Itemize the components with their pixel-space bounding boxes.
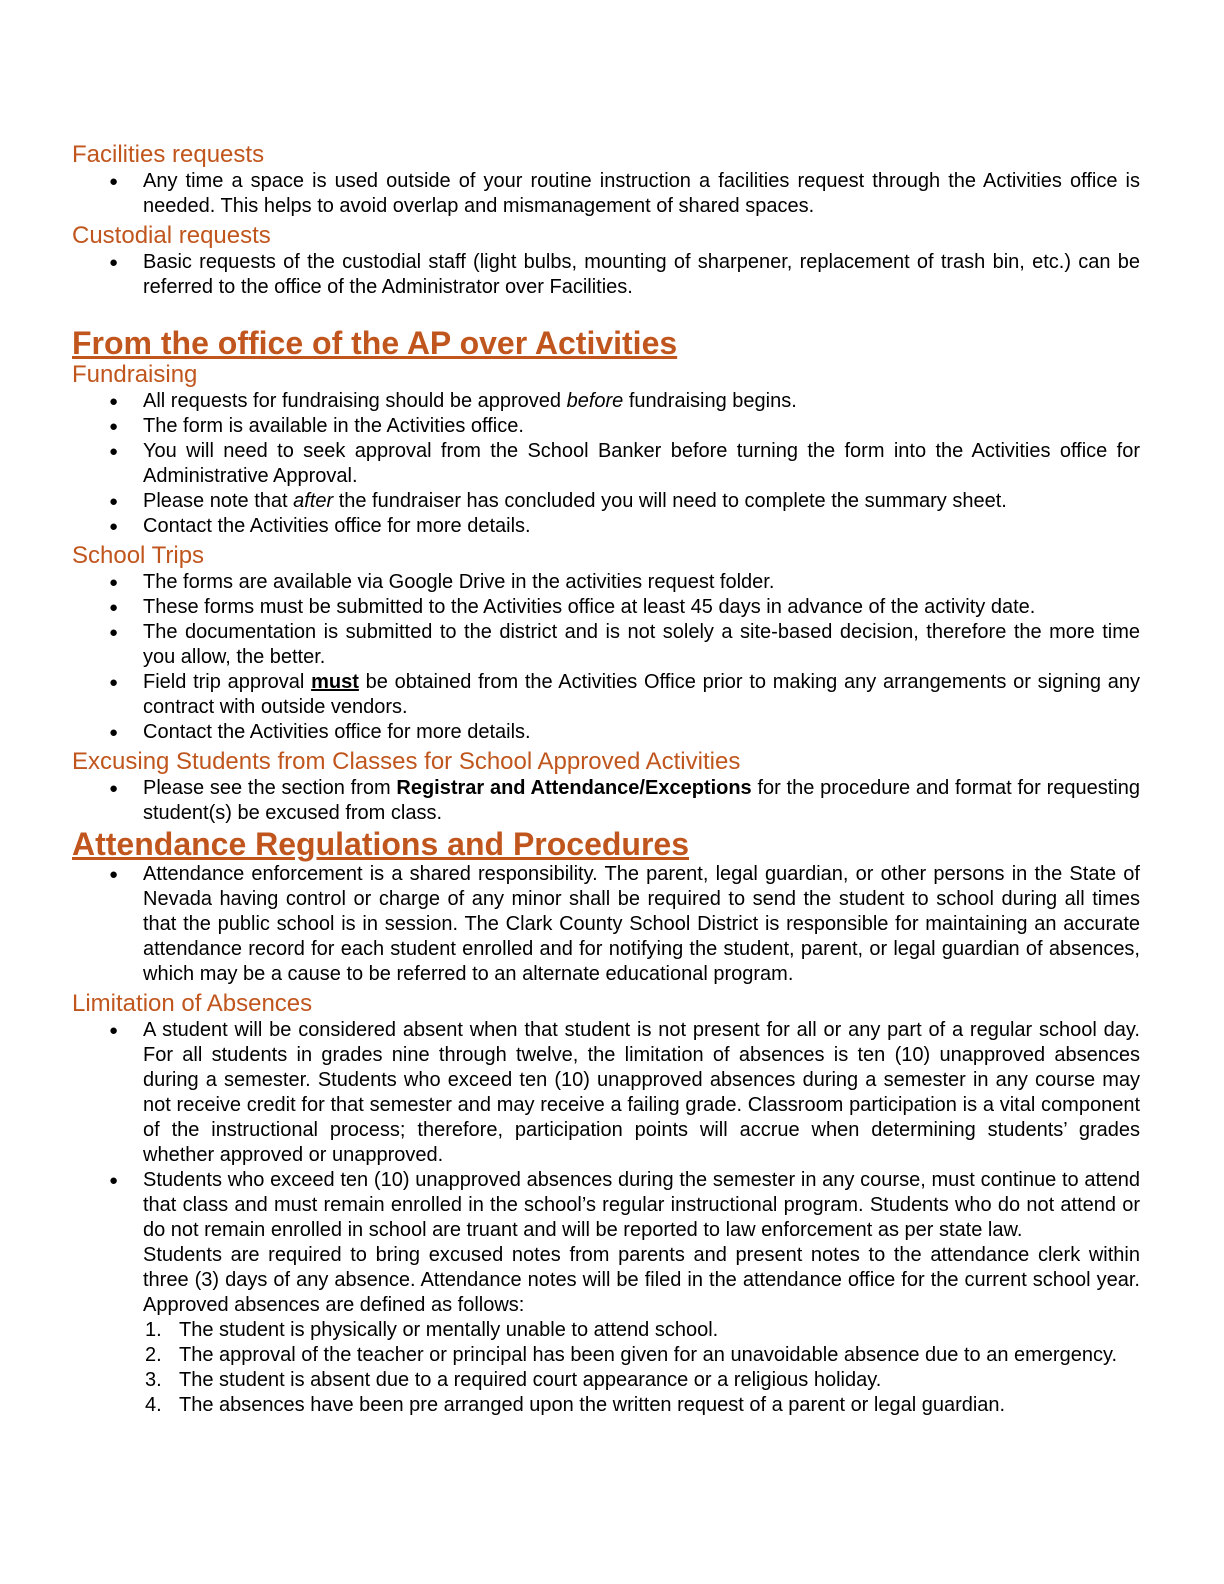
list-item xyxy=(72,776,1140,826)
list-item: ● The forms are available via Google Drive in the activities request folder. xyxy=(72,570,1140,595)
emphasis-text: after xyxy=(293,490,334,512)
strong-text: Registrar and Attendance/Exceptions xyxy=(396,777,752,799)
text-run: The student is physically or mentally unable to attend school. xyxy=(179,1319,719,1341)
list-item xyxy=(72,1168,1140,1318)
text-run: Field trip approval xyxy=(143,671,312,693)
custodial-heading: Custodial requests xyxy=(72,222,271,249)
emphasis-text: before xyxy=(566,390,624,412)
facilities-list xyxy=(72,169,1140,219)
text-run: the fundraiser has concluded you will need to complete the summary sheet. xyxy=(333,490,1007,512)
numbered-item xyxy=(72,1318,1140,1343)
list-item: ● A student will be considered absent when that student is not present for all or any part of a regular school day. For all students in grades nine through twelve, the limitation of absences is ten (10) unapproved absences during a semester. Students who exceed ten (10) unapproved absences during a semester in any course may not receive credit for that semester and may receive a failing grade. Classroom participation is a vital component of the instructional process; therefore, participation points will accrue when determining students’ grades whether approved or unapproved. xyxy=(72,1018,1140,1168)
text-run: fundraising begins. xyxy=(623,390,797,412)
facilities-heading: Facilities requests xyxy=(72,141,265,168)
attendance-heading: Attendance Regulations and Procedures xyxy=(72,826,690,862)
paragraph: ● Students who exceed ten (10) unapproved absences during the semester in any course, must continue to attend that class and must remain enrolled in the school’s regular instructional program. Students who do not attend or do not remain enrolled in school are truant and will be reported to law enforcement as per state law. xyxy=(143,1169,1140,1241)
list-item: ● You will need to seek approval from the School Banker before turning the form into the Activities office for Administrative Approval. xyxy=(72,439,1140,489)
fundraising-list xyxy=(72,389,1140,539)
numbered-item xyxy=(72,1368,1140,1393)
list-item: ● Any time a space is used outside of your routine instruction a facilities request through the Activities office is needed. This helps to avoid overlap and mismanagement of shared spaces. xyxy=(72,169,1140,219)
limitation-list xyxy=(72,1018,1140,1318)
list-item xyxy=(72,670,1140,720)
attendance-list xyxy=(72,862,1140,987)
list-item: ● Attendance enforcement is a shared responsibility. The parent, legal guardian, or other persons in the State of Nevada having control or charge of any minor shall be required to send the student to school during all times that the public school is in session. The Clark County School District is responsible for maintaining an accurate attendance record for each student enrolled and for notifying the student, parent, or legal guardian of absences, which may be a cause to be referred to an alternate educational program. xyxy=(72,862,1140,987)
list-item: ● Contact the Activities office for more details. xyxy=(72,720,1140,745)
limitation-heading: Limitation of Absences xyxy=(72,990,313,1017)
list-item: ● These forms must be submitted to the Activities office at least 45 days in advance of the activity date. xyxy=(72,595,1140,620)
emphasis-text: must xyxy=(311,671,359,693)
text-run: The absences have been pre arranged upon the written request of a parent or legal guardian. xyxy=(179,1394,1006,1416)
list-item: ● Contact the Activities office for more details. xyxy=(72,514,1140,539)
list-number: 2. xyxy=(145,1344,162,1366)
fundraising-heading: Fundraising xyxy=(72,361,198,388)
text-run: The approval of the teacher or principal has been given for an unavoidable absence due to an emergency. xyxy=(179,1344,1118,1366)
activities-office-heading: From the office of the AP over Activities xyxy=(72,325,678,361)
paragraph: Students are required to bring excused notes from parents and present notes to the attendance clerk within three (3) days of any absence. Attendance notes will be filed in the attendance office for the current school year. Approved absences are defined as follows: xyxy=(143,1244,1140,1316)
text-run: The student is absent due to a required court appearance or a religious holiday. xyxy=(179,1369,882,1391)
list-item: ● The documentation is submitted to the district and is not solely a site-based decision, therefore the more time you allow, the better. xyxy=(72,620,1140,670)
list-item xyxy=(72,389,1140,414)
numbered-item xyxy=(72,1343,1140,1368)
custodial-list xyxy=(72,250,1140,300)
list-item: ● The form is available in the Activities office. xyxy=(72,414,1140,439)
excusing-heading: Excusing Students from Classes for School Approved Activities xyxy=(72,748,741,775)
list-number: 4. xyxy=(145,1394,162,1416)
list-item xyxy=(72,489,1140,514)
school-trips-list xyxy=(72,570,1140,745)
text-run: Please note that xyxy=(143,490,294,512)
school-trips-heading: School Trips xyxy=(72,542,205,569)
text-run: for the procedure and format for requesting student(s) be excused from class. xyxy=(143,777,1140,824)
excusing-list xyxy=(72,776,1140,826)
list-item: ● Basic requests of the custodial staff (light bulbs, mounting of sharpener, replacement of trash bin, etc.) can be referred to the office of the Administrator over Facilities. xyxy=(72,250,1140,300)
numbered-item xyxy=(72,1393,1140,1418)
list-number: 3. xyxy=(145,1369,162,1391)
text-run: be obtained from the Activities Office prior to making any arrangements or signing any contract with outside vendors. xyxy=(143,671,1140,718)
text-run: All requests for fundraising should be approved xyxy=(143,390,567,412)
text-run: Please see the section from xyxy=(143,777,397,799)
approved-absences-list xyxy=(72,1318,1140,1418)
list-number: 1. xyxy=(145,1319,162,1341)
